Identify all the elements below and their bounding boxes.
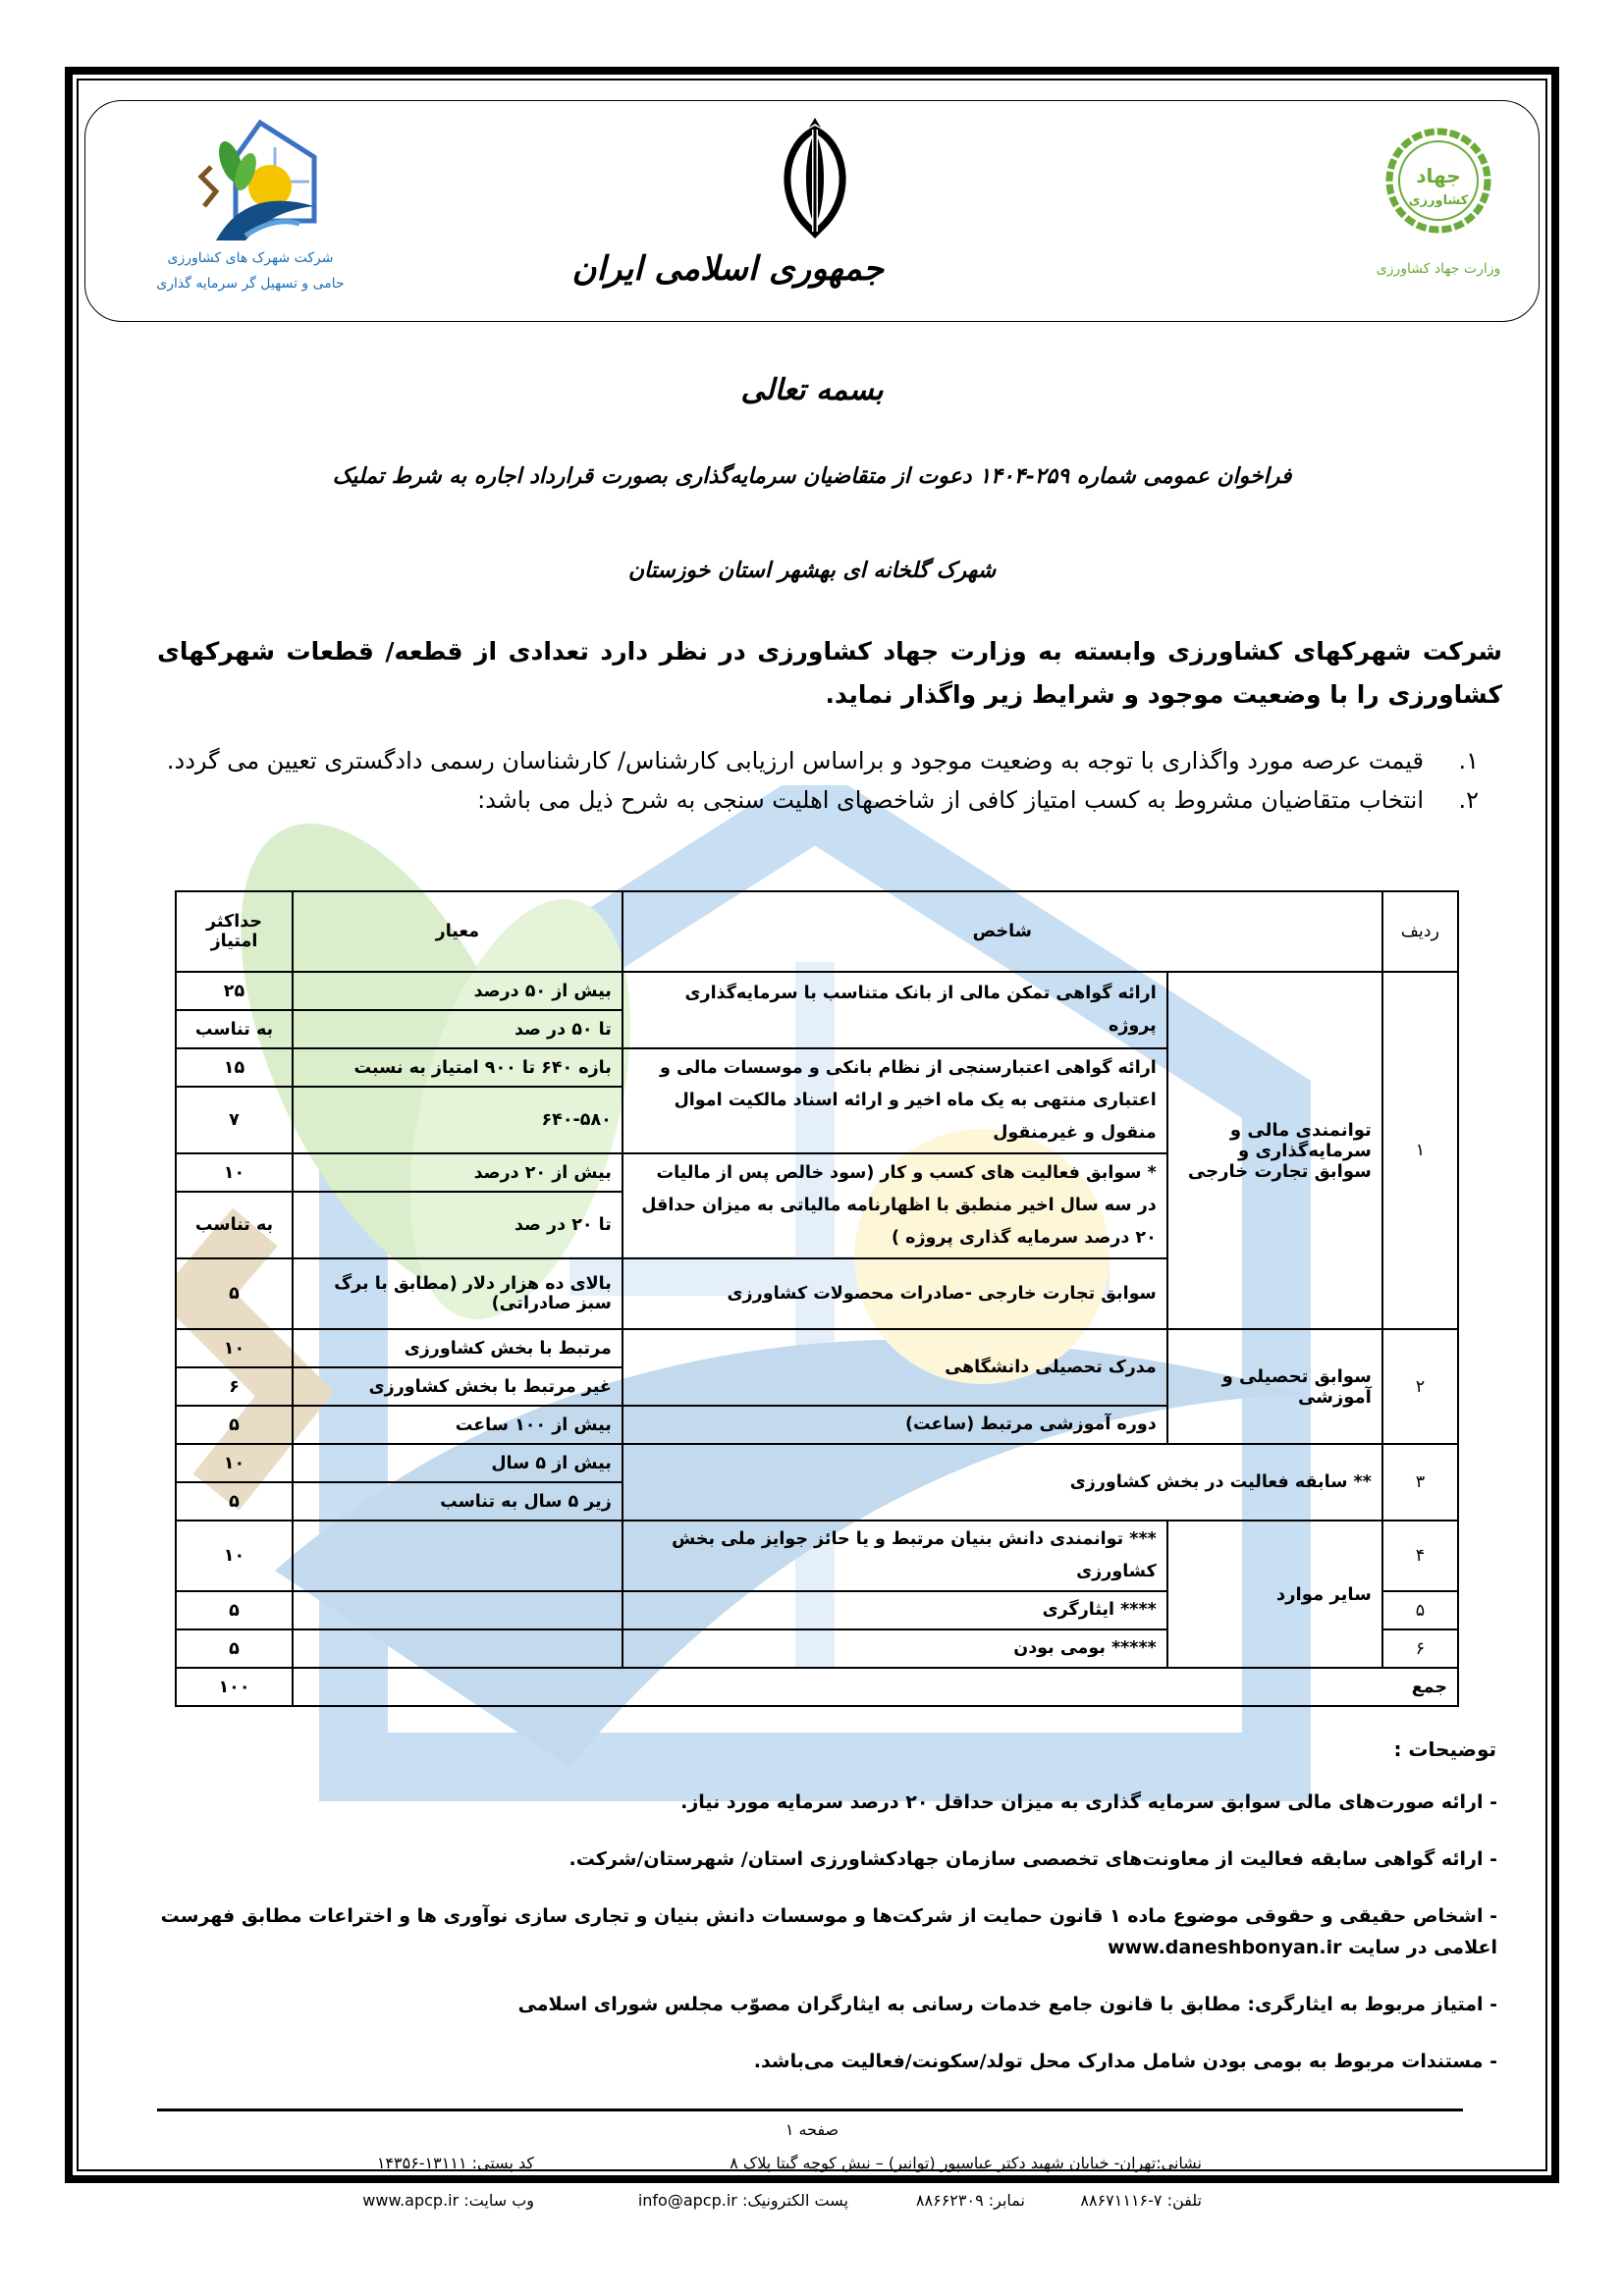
category-cell: سوابق تحصیلی و آموزشی [1167,1329,1382,1444]
eligibility-scoring-table [175,890,1459,1707]
max-score-cell: ۲۵ [176,972,293,1010]
indicator-cell: ** سابقه فعالیت در بخش کشاورزی [623,1444,1382,1521]
total-label: جمع [293,1668,1458,1706]
note-item: - ارائه صورت‌های مالی سوابق سرمایه گذاری به میزان حداقل ۲۰ درصد سرمایه مورد نیاز. [680,1791,1497,1813]
max-score-cell: ۵ [176,1591,293,1629]
table-row [176,1521,1458,1591]
intro-paragraph: شرکت شهرکهای کشاورزی وابسته به وزارت جهاد کشاورزی در نظر دارد تعدادی از قطعه/ قطعات شهرکهای کشاورزی را با وضعیت موجود و شرایط زیر واگذار نماید. [157,637,1502,709]
iran-caption: جمهوری اسلامی ایران [571,249,884,289]
criterion-cell: بیش از ۵۰ درصد [293,972,623,1010]
footer-website-label: وب سایت: [463,2191,534,2210]
max-score-cell: به تناسب [176,1192,293,1258]
footer-address: نشانی:تهران- خیابان شهید دکتر عباسپور (توانیر) – نبش کوچه گیتا پلاک ۸ [730,2154,1202,2172]
row-number: ۴ [1382,1521,1458,1591]
right-logo-caption: وزارت جهاد کشاورزی [1376,261,1501,277]
criterion-cell: تا ۵۰ در صد [293,1010,623,1048]
total-max-score: ۱۰۰ [176,1668,293,1706]
criterion-cell: بالای ده هزار دلار (مطابق با برگ سبز صادراتی) [293,1258,623,1329]
bismillah-heading: بسمه تعالی [740,373,884,407]
footer-postal-code: کد پستی: ۱۳۱۱۱-۱۴۳۵۶ [376,2154,534,2172]
criterion-cell: تا ۲۰ در صد [293,1192,623,1258]
footer-email-label: پست الکترونیک: [741,2191,848,2210]
call-title: فراخوان عمومی شماره ۲۵۹-۱۴۰۴ دعوت از متقاضیان سرمایه‌گذاری بصورت قرارداد اجاره به شرط تملیک [332,463,1292,489]
table-row [176,1444,1458,1482]
page-number: صفحه ۱ [785,2120,839,2139]
table-total-row [176,1668,1458,1706]
criterion-cell: بیش از ۵ سال [293,1444,623,1482]
max-score-cell: ۵ [176,1406,293,1444]
criterion-cell: بازه ۶۴۰ تا ۹۰۰ امتیاز به نسبت [293,1048,623,1087]
indicator-cell: ارائه گواهی تمکن مالی از بانک متناسب با سرمایه‌گذاری پروژه [623,972,1167,1048]
max-score-cell: به تناسب [176,1010,293,1048]
list-item-number: ۱. [1458,747,1479,774]
ministry-logo [1345,122,1532,277]
category-cell: سایر موارد [1167,1521,1382,1668]
max-score-cell: ۵ [176,1258,293,1329]
max-score-cell: ۶ [176,1367,293,1406]
max-score-cell: ۵ [176,1482,293,1521]
header-indicator: شاخص [623,891,1382,972]
svg-text:کشاورزی: کشاورزی [1408,193,1469,208]
indicator-cell: سوابق تجارت خارجی -صادرات محصولات کشاورزی [623,1258,1167,1329]
max-score-cell: ۱۰ [176,1329,293,1367]
header-criterion: معیار [293,891,623,972]
note-item: - امتیاز مربوط به ایثارگری: مطابق با قانون جامع خدمات رسانی به ایثارگران مصوّب مجلس شورای اسلامی [517,1994,1497,2015]
category-cell: توانمندی مالی و سرمایه‌گذاری و سوابق تجارت خارجی [1167,972,1382,1329]
row-number: ۳ [1382,1444,1458,1521]
list-item-number: ۲. [1458,786,1479,814]
table-header-row [176,891,1458,972]
indicator-cell: *** توانمندی دانش بنیان مرتبط و یا حائز جوایز ملی بخش کشاورزی [623,1521,1167,1591]
footer-website-link[interactable]: www.apcp.ir [362,2191,460,2210]
left-logo-caption-2: حامی و تسهیل گر سرمایه گذاری [156,276,345,292]
jahad-logo-icon [1380,122,1497,240]
criterion-cell: بیش از ۲۰ درصد [293,1153,623,1192]
header-row-number: ردیف [1382,891,1458,972]
indicator-cell: ارائه گواهی اعتبارسنجی از نظام بانکی و موسسات مالی و اعتباری منتهی به یک ماه اخیر و ارائه اسناد مالکیت اموال منقول و غیرمنقول [623,1048,1167,1153]
notes-list [137,1787,1497,2103]
footer-fax: نمابر: ۸۸۶۶۲۳۰۹ [915,2191,1025,2210]
note-item: - مستندات مربوط به بومی بودن شامل مدارک محل تولد/سکونت/فعالیت می‌باشد. [753,2051,1497,2072]
note-item: - ارائه گواهی سابقه فعالیت از معاونت‌های تخصصی سازمان جهادکشاورزی استان/ شهرستان/شرکت. [568,1848,1497,1870]
indicator-cell: مدرک تحصیلی دانشگاهی [623,1329,1167,1406]
criterion-cell: زیر ۵ سال به تناسب [293,1482,623,1521]
notes-heading: توضیحات : [1393,1737,1496,1761]
indicator-cell: دوره آموزشی مرتبط (ساعت) [623,1406,1167,1444]
criterion-cell: ۶۴۰-۵۸۰ [293,1087,623,1153]
indicator-cell: ***** بومی بودن [623,1629,1167,1668]
left-logo-caption-1: شرکت شهرک های کشاورزی [167,250,334,266]
max-score-cell: ۱۰ [176,1444,293,1482]
criterion-cell [293,1629,623,1668]
iran-emblem [571,114,884,289]
criterion-cell: بیش از ۱۰۰ ساعت [293,1406,623,1444]
agri-towns-logo-icon [177,118,324,245]
agri-towns-company-logo [147,118,353,296]
list-item [157,742,1502,779]
row-number: ۶ [1382,1629,1458,1668]
note-item: - اشخاص حقیقی و حقوقی موضوع ماده ۱ قانون حمایت از شرکت‌ها و موسسات دانش بنیان و تجاری سازی نوآوری ها و اختراعات مطابق فهرست اعلامی در سایت www.daneshbonyan.ir [160,1905,1497,1958]
header-max-score: حداکثر امتیاز [176,891,293,972]
footer-website [362,2191,534,2210]
conditions-list [157,742,1502,821]
max-score-cell: ۱۰ [176,1153,293,1192]
criterion-cell [293,1591,623,1629]
indicator-cell: * سوابق فعالیت های کسب و کار (سود خالص پس از مالیات در سه سال اخیر منطبق با اظهارنامه مالیاتی به میزان حداقل ۲۰ درصد سرمایه گذاری پروژه ) [623,1153,1167,1258]
criterion-cell: غیر مرتبط با بخش کشاورزی [293,1367,623,1406]
row-number: ۱ [1382,972,1458,1329]
footer-phone: تلفن: ۷-۸۸۶۷۱۱۱۶ [1080,2191,1202,2210]
table-row [176,1329,1458,1367]
iran-emblem-icon [766,114,864,241]
footer-email [638,2191,848,2210]
table-row [176,972,1458,1010]
footer-divider [157,2109,1463,2111]
criterion-cell: مرتبط با بخش کشاورزی [293,1329,623,1367]
row-number: ۲ [1382,1329,1458,1444]
footer-email-link[interactable]: info@apcp.ir [637,2191,737,2210]
max-score-cell: ۵ [176,1629,293,1668]
max-score-cell: ۷ [176,1087,293,1153]
list-item [157,781,1502,819]
max-score-cell: ۱۵ [176,1048,293,1087]
max-score-cell: ۱۰ [176,1521,293,1591]
row-number: ۵ [1382,1591,1458,1629]
indicator-cell: **** ایثارگری [623,1591,1167,1629]
criterion-cell [293,1521,623,1591]
svg-text:جهاد: جهاد [1416,164,1461,187]
list-item-text: انتخاب متقاضیان مشروط به کسب امتیاز کافی از شاخصهای اهلیت سنجی به شرح ذیل می باشد: [477,786,1424,814]
call-subtitle: شهرک گلخانه ای بهشهر استان خوزستان [627,558,997,583]
list-item-text: قیمت عرصه مورد واگذاری با توجه به وضعیت موجود و براساس ارزیابی کارشناس/ کارشناسان رسمی دادگستری تعیین می گردد. [166,747,1424,774]
